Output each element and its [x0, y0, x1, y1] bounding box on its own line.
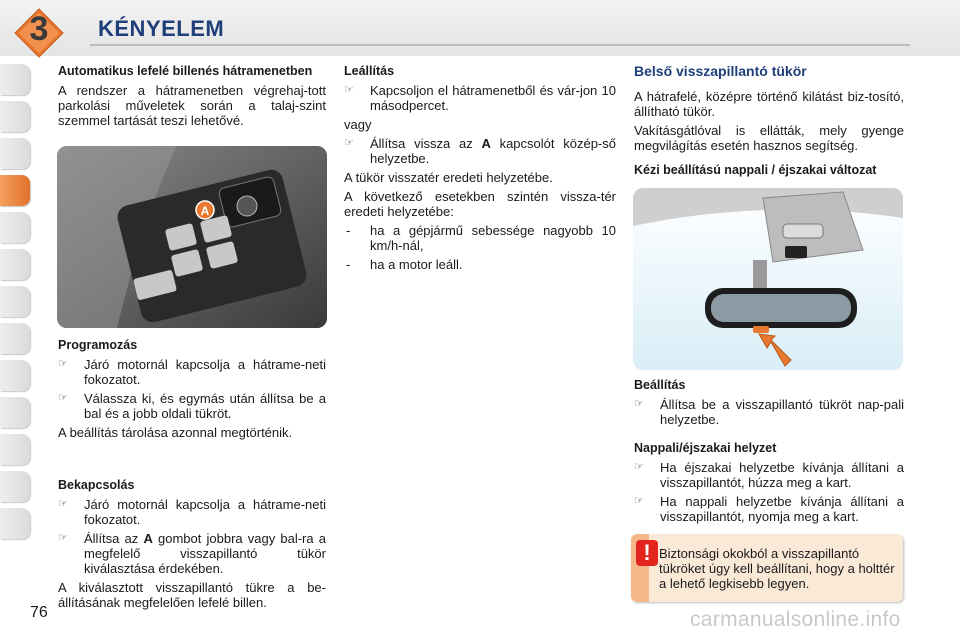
- page-number: 76: [30, 604, 48, 621]
- programming-heading: Programozás: [58, 338, 138, 352]
- adjust-step: ☞ Állítsa be a visszapillantó tükröt nap-pali helyzetbe.: [634, 397, 904, 427]
- chapter-tab-10[interactable]: [0, 397, 30, 428]
- column-right-lower: [634, 378, 904, 528]
- programming-step-2: ☞ Válassza ki, és egymás után állítsa be a bal és a jobb oldali tükröt.: [58, 391, 326, 421]
- manual-version-heading: Kézi beállítású nappali / éjszakai változat: [634, 163, 877, 177]
- stop-step-1: ☞ Kapcsoljon el hátramenetből és vár-jon 10 másodpercet.: [344, 83, 616, 113]
- chapter-number: 3: [29, 10, 49, 48]
- activation-note: A kiválasztott visszapillantó tükre a be-állításának megfelelően lefelé billen.: [58, 580, 326, 610]
- programming-step-1: ☞ Járó motornál kapcsolja a hátrame-neti fokozatot.: [58, 357, 326, 387]
- switch-a-marker: A: [200, 204, 210, 218]
- column-left: [58, 64, 326, 132]
- mirror-intro-1: A hátrafelé, középre történő kilátást biz-tosító, állítható tükör.: [634, 89, 904, 119]
- auto-tilt-text: A rendszer a hátramenetben végrehaj-tott parkolási műveletek során a talaj-szint szemmel tartását teszi lehetővé.: [58, 83, 326, 128]
- chapter-tab-5[interactable]: [0, 212, 30, 243]
- page-title: KÉNYELEM: [98, 16, 225, 41]
- chapter-tab-1[interactable]: [0, 64, 30, 95]
- chapter-tab-2[interactable]: [0, 101, 30, 132]
- activation-heading: Bekapcsolás: [58, 478, 135, 492]
- chapter-tab-12[interactable]: [0, 471, 30, 502]
- warning-icon: !: [636, 540, 658, 566]
- header-rule: [90, 44, 910, 46]
- or-text: vagy: [344, 117, 372, 132]
- chapter-tabs: [0, 64, 34, 545]
- watermark: carmanualsonline.info: [690, 608, 901, 631]
- door-mirror-switch-image: [57, 146, 327, 328]
- interior-mirror-illustration: [633, 188, 903, 370]
- case-item-2: - ha a motor leáll.: [344, 257, 616, 272]
- chapter-tab-7[interactable]: [0, 286, 30, 317]
- warning-text: Biztonsági okokból a visszapillantó tükröket úgy kell beállítani, hogy a holttér a lehető legkisebb legyen.: [659, 546, 895, 591]
- activation-step-1: ☞ Járó motornál kapcsolja a hátrame-neti fokozatot.: [58, 497, 326, 527]
- door-panel-illustration: [57, 146, 327, 328]
- chapter-tab-3[interactable]: [0, 138, 30, 169]
- column-middle: [344, 64, 616, 276]
- daynight-heading: Nappali/éjszakai helyzet: [634, 441, 777, 455]
- daynight-step-1: ☞ Ha éjszakai helyzetbe kívánja állítani a visszapillantót, húzza meg a kart.: [634, 460, 904, 490]
- return-text: A tükör visszatér eredeti helyzetébe.: [344, 170, 553, 185]
- chapter-tab-6[interactable]: [0, 249, 30, 280]
- chapter-tab-4-active[interactable]: [0, 175, 30, 206]
- auto-tilt-heading: Automatikus lefelé billenés hátramenetben: [58, 64, 313, 78]
- adjust-heading: Beállítás: [634, 378, 686, 392]
- column-left-lower: [58, 338, 326, 614]
- column-right: [634, 64, 904, 182]
- interior-mirror-image: [633, 188, 903, 370]
- chapter-tab-13[interactable]: [0, 508, 30, 539]
- case-item-1: - ha a gépjármű sebessége nagyobb 10 km/h-nál,: [344, 223, 616, 253]
- chapter-tab-11[interactable]: [0, 434, 30, 465]
- chapter-tab-8[interactable]: [0, 323, 30, 354]
- daynight-step-2: ☞ Ha nappali helyzetbe kívánja állítani a visszapillantót, nyomja meg a kart.: [634, 494, 904, 524]
- stop-heading: Leállítás: [344, 64, 395, 78]
- programming-note: A beállítás tárolása azonnal megtörténik.: [58, 425, 293, 440]
- mirror-intro-2: Vakításgátlóval is ellátták, mely gyenge megvilágítás esetén hasznos segítség.: [634, 123, 904, 153]
- chapter-tab-9[interactable]: [0, 360, 30, 391]
- section-title: Belső visszapillantó tükör: [634, 63, 807, 79]
- stop-step-2: ☞ Állítsa vissza az A kapcsolót közép-ső helyzetbe.: [344, 136, 616, 166]
- safety-warning-box: [631, 534, 903, 602]
- activation-step-2: ☞ Állítsa az A gombot jobbra vagy bal-ra a megfelelő visszapillantó tükör kiválasztása érdekében.: [58, 531, 326, 576]
- cases-intro: A következő esetekben szintén vissza-tér eredeti helyzetébe:: [344, 189, 616, 219]
